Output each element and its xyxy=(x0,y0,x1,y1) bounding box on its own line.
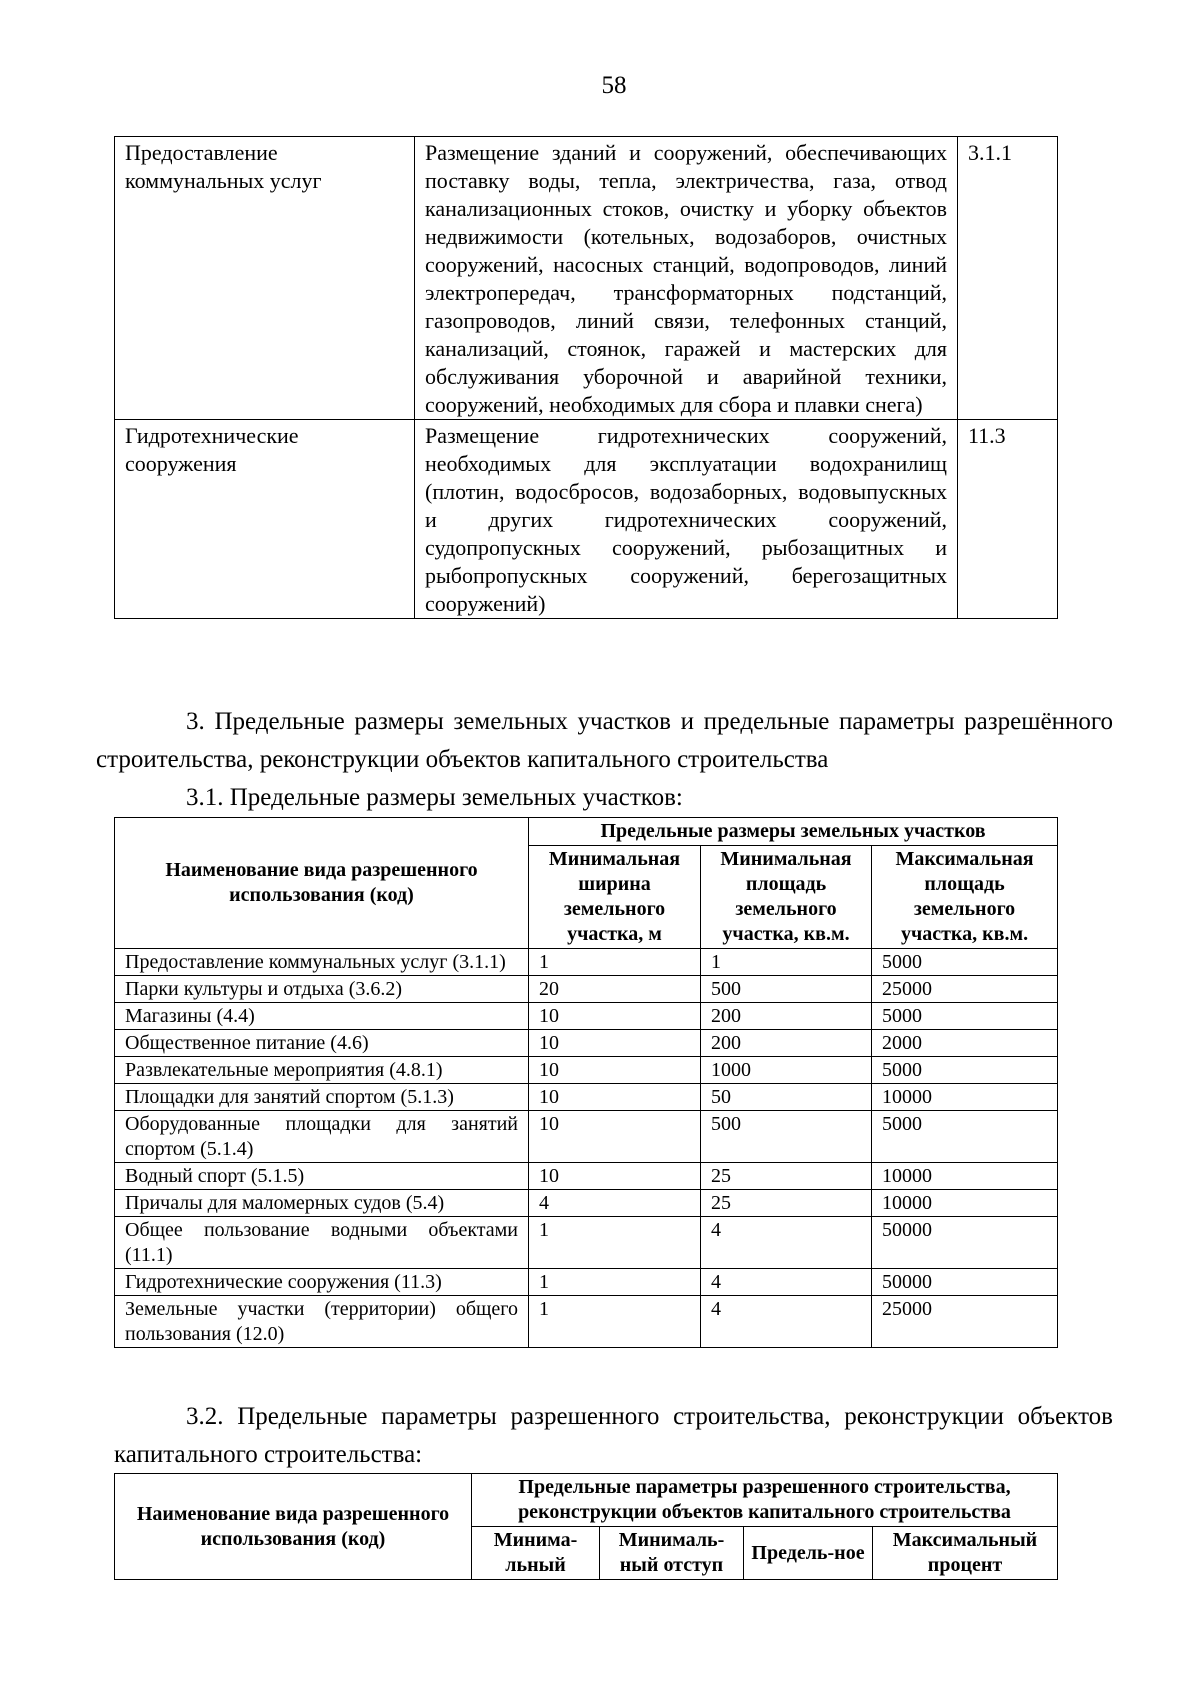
min-area-cell: 25 xyxy=(701,1163,872,1190)
min-area-cell: 1 xyxy=(701,949,872,976)
use-name-cell: Оборудованные площадки для занятий спортом (5.1.4) xyxy=(115,1111,529,1163)
min-width-cell: 10 xyxy=(529,1003,701,1030)
table-row xyxy=(115,1111,1058,1163)
table-row xyxy=(115,1296,1058,1348)
min-area-cell: 500 xyxy=(701,976,872,1003)
use-description-cell: Размещение гидротехнических сооружений, необходимых для эксплуатации водохранилищ (плотин, водосбросов, водозаборных, водовыпускных и других гидротехнических сооружений, судопропускных сооружений, рыбозащитных и рыбопропускных сооружений, берегозащитных сооружений) xyxy=(415,420,958,619)
use-code-cell: 11.3 xyxy=(958,420,1058,619)
use-name-cell: Магазины (4.4) xyxy=(115,1003,529,1030)
sizes-group-header: Предельные размеры земельных участков xyxy=(529,818,1058,846)
use-name-cell: Общее пользование водными объектами (11.1) xyxy=(115,1217,529,1269)
use-code-cell: 3.1.1 xyxy=(958,137,1058,420)
max-area-cell: 25000 xyxy=(872,976,1058,1003)
max-area-cell: 50000 xyxy=(872,1269,1058,1296)
use-name-cell: Предоставление коммунальных услуг (3.1.1) xyxy=(115,949,529,976)
min-width-cell: 4 xyxy=(529,1190,701,1217)
max-area-cell: 10000 xyxy=(872,1190,1058,1217)
table-row xyxy=(115,137,1058,420)
use-name-cell: Гидротехнические сооружения (11.3) xyxy=(115,1269,529,1296)
max-area-cell: 2000 xyxy=(872,1030,1058,1057)
min-area-cell: 25 xyxy=(701,1190,872,1217)
min-area-cell: 200 xyxy=(701,1003,872,1030)
max-area-cell: 5000 xyxy=(872,1003,1058,1030)
min-width-cell: 10 xyxy=(529,1057,701,1084)
table-row xyxy=(115,1269,1058,1296)
max-area-cell: 50000 xyxy=(872,1217,1058,1269)
use-name-cell: Развлекательные мероприятия (4.8.1) xyxy=(115,1057,529,1084)
min-area-cell: 4 xyxy=(701,1217,872,1269)
use-name-cell: Площадки для занятий спортом (5.1.3) xyxy=(115,1084,529,1111)
table-row xyxy=(115,1163,1058,1190)
table-row xyxy=(115,1190,1058,1217)
min-area-cell: 1000 xyxy=(701,1057,872,1084)
min-width-cell: 20 xyxy=(529,976,701,1003)
min-width-cell: 10 xyxy=(529,1111,701,1163)
min-area-cell: 50 xyxy=(701,1084,872,1111)
params-group-header: Предельные параметры разрешенного строительства, реконструкции объектов капитального строительства xyxy=(472,1474,1058,1527)
table-row xyxy=(115,949,1058,976)
table-row xyxy=(115,976,1058,1003)
sizes-name-header: Наименование вида разрешенного использования (код) xyxy=(115,818,529,949)
use-description-cell: Размещение зданий и сооружений, обеспечивающих поставку воды, тепла, электричества, газа, отвод канализационных стоков, очистку и уборку объектов недвижимости (котельных, водозаборов, очистных сооружений, насосных станций, водопроводов, линий электропередач, трансформаторных подстанций, газопроводов, линий связи, телефонных станций, канализаций, стоянок, гаражей и мастерских для обслуживания уборочной и аварийной техники, сооружений, необходимых для сбора и плавки снега) xyxy=(415,137,958,420)
min-width-cell: 10 xyxy=(529,1084,701,1111)
min-area-cell: 4 xyxy=(701,1269,872,1296)
params-col-header: Предель-ное xyxy=(744,1527,873,1580)
min-width-cell: 10 xyxy=(529,1030,701,1057)
min-width-cell: 1 xyxy=(529,1269,701,1296)
min-area-cell: 4 xyxy=(701,1296,872,1348)
params-col-header: Максимальный процент xyxy=(873,1527,1058,1580)
max-area-cell: 5000 xyxy=(872,949,1058,976)
use-name-cell: Общественное питание (4.6) xyxy=(115,1030,529,1057)
sizes-col-header: Максимальная площадь земельного участка, кв.м. xyxy=(872,846,1058,949)
land-plot-sizes-table xyxy=(114,817,1058,1348)
params-col-header: Минималь-ный отступ xyxy=(600,1527,744,1580)
table-row xyxy=(115,420,1058,619)
use-name-cell: Водный спорт (5.1.5) xyxy=(115,1163,529,1190)
max-area-cell: 25000 xyxy=(872,1296,1058,1348)
min-width-cell: 10 xyxy=(529,1163,701,1190)
max-area-cell: 5000 xyxy=(872,1111,1058,1163)
table-row xyxy=(115,1030,1058,1057)
section-3-2-heading: 3.2. Предельные параметры разрешенного строительства, реконструкции объектов капитального строительства: xyxy=(114,1403,1113,1468)
params-name-header: Наименование вида разрешенного использования (код) xyxy=(115,1474,472,1580)
max-area-cell: 10000 xyxy=(872,1084,1058,1111)
construction-params-table xyxy=(114,1473,1058,1580)
use-name-cell: Причалы для маломерных судов (5.4) xyxy=(115,1190,529,1217)
min-width-cell: 1 xyxy=(529,1217,701,1269)
page-number: 58 xyxy=(601,72,627,99)
max-area-cell: 10000 xyxy=(872,1163,1058,1190)
params-col-header: Минима-льный xyxy=(472,1527,600,1580)
use-name-cell: Гидротехнические сооружения xyxy=(115,420,415,619)
permitted-uses-table xyxy=(114,136,1058,619)
min-area-cell: 200 xyxy=(701,1030,872,1057)
use-name-cell: Парки культуры и отдыха (3.6.2) xyxy=(115,976,529,1003)
table-row xyxy=(115,1003,1058,1030)
use-name-cell: Земельные участки (территории) общего пользования (12.0) xyxy=(115,1296,529,1348)
min-width-cell: 1 xyxy=(529,1296,701,1348)
section-3-1-heading: 3.1. Предельные размеры земельных участков: xyxy=(186,784,683,811)
section-3-heading: 3. Предельные размеры земельных участков и предельные параметры разрешённого строительства, реконструкции объектов капитального строительства xyxy=(96,708,1113,773)
min-area-cell: 500 xyxy=(701,1111,872,1163)
sizes-col-header: Минимальная площадь земельного участка, кв.м. xyxy=(701,846,872,949)
table-row xyxy=(115,1084,1058,1111)
max-area-cell: 5000 xyxy=(872,1057,1058,1084)
use-name-cell: Предоставление коммунальных услуг xyxy=(115,137,415,420)
min-width-cell: 1 xyxy=(529,949,701,976)
sizes-col-header: Минимальная ширина земельного участка, м xyxy=(529,846,701,949)
table-row xyxy=(115,1057,1058,1084)
table-row xyxy=(115,1217,1058,1269)
